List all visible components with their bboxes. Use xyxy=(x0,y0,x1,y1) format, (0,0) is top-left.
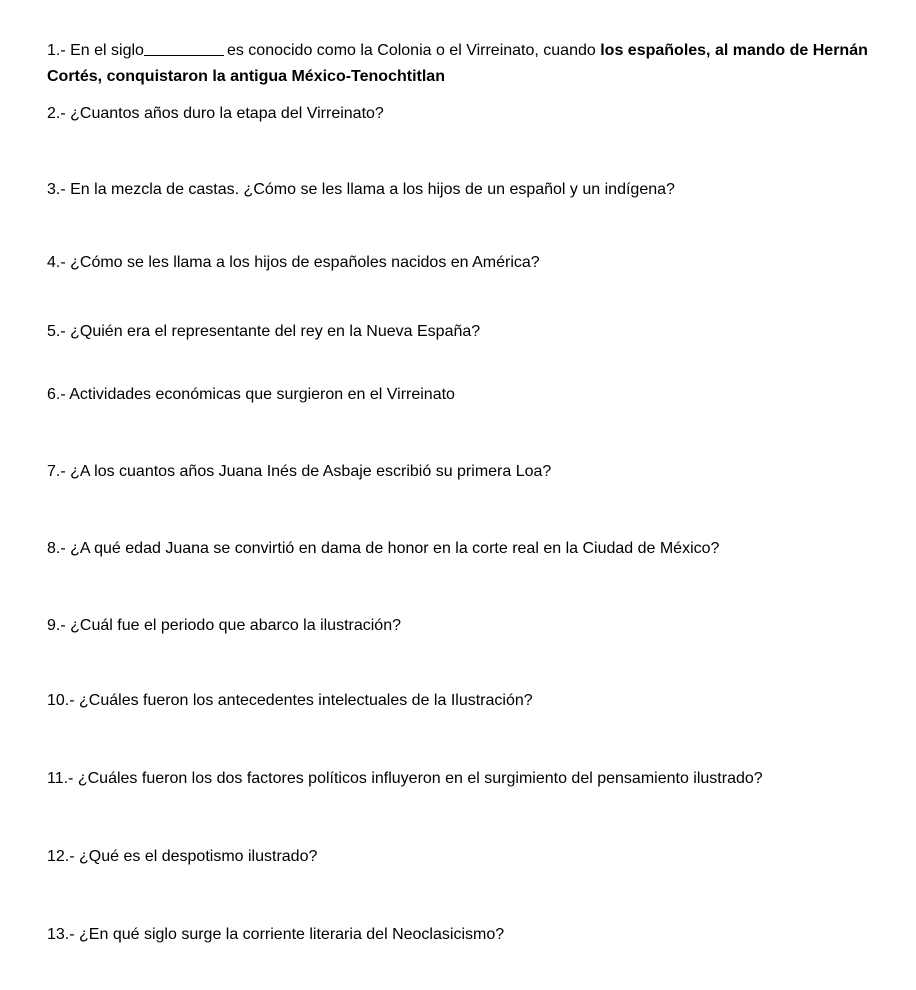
question-2 xyxy=(47,104,384,124)
question-number: 5.- xyxy=(47,323,66,340)
question-8 xyxy=(47,539,719,559)
question-number: 12.- xyxy=(47,848,75,865)
question-text: ¿Cuáles fueron los antecedentes intelectuales de la Ilustración? xyxy=(79,692,533,709)
question-12 xyxy=(47,847,317,867)
question-9 xyxy=(47,616,401,636)
answer-blank[interactable] xyxy=(144,41,224,56)
question-number: 1.- xyxy=(47,42,66,59)
question-13 xyxy=(47,925,504,945)
question-5 xyxy=(47,322,480,342)
question-number: 6.- xyxy=(47,386,66,403)
question-text: ¿A los cuantos años Juana Inés de Asbaje escribió su primera Loa? xyxy=(70,463,552,480)
question-3 xyxy=(47,180,675,200)
question-text: Actividades económicas que surgieron en el Virreinato xyxy=(69,386,455,403)
question-text: ¿Cuantos años duro la etapa del Virreinato? xyxy=(70,105,384,122)
question-text: ¿A qué edad Juana se convirtió en dama de honor en la corte real en la Ciudad de México? xyxy=(70,540,720,557)
question-number: 9.- xyxy=(47,617,66,634)
question-number: 3.- xyxy=(47,181,66,198)
question-4 xyxy=(47,253,540,273)
question-text: ¿En qué siglo surge la corriente literaria del Neoclasicismo? xyxy=(79,926,505,943)
question-7 xyxy=(47,462,551,482)
question-number: 4.- xyxy=(47,254,66,271)
question-text: es conocido como la Colonia o el Virreinato, cuando xyxy=(226,42,596,59)
question-1 xyxy=(47,38,877,90)
question-text: ¿Cómo se les llama a los hijos de españoles nacidos en América? xyxy=(70,254,540,271)
question-6 xyxy=(47,385,455,405)
question-number: 8.- xyxy=(47,540,66,557)
question-number: 7.- xyxy=(47,463,66,480)
question-text: En el siglo xyxy=(70,42,144,59)
question-bold-text: los españoles, al mando de Hernán Cortés, conquistaron la antigua México-Tenochtitlan xyxy=(47,42,868,85)
question-10 xyxy=(47,691,533,711)
question-text: En la mezcla de castas. ¿Cómo se les llama a los hijos de un español y un indígena? xyxy=(70,181,675,198)
question-number: 13.- xyxy=(47,926,75,943)
question-text: ¿Qué es el despotismo ilustrado? xyxy=(79,848,318,865)
question-11 xyxy=(47,769,763,789)
question-text: ¿Cuál fue el periodo que abarco la ilustración? xyxy=(70,617,401,634)
question-number: 10.- xyxy=(47,692,75,709)
question-text: ¿Quién era el representante del rey en la Nueva España? xyxy=(70,323,481,340)
question-number: 11.- xyxy=(47,770,74,787)
question-text: ¿Cuáles fueron los dos factores políticos influyeron en el surgimiento del pensamiento ilustrado? xyxy=(77,770,763,787)
question-number: 2.- xyxy=(47,105,66,122)
